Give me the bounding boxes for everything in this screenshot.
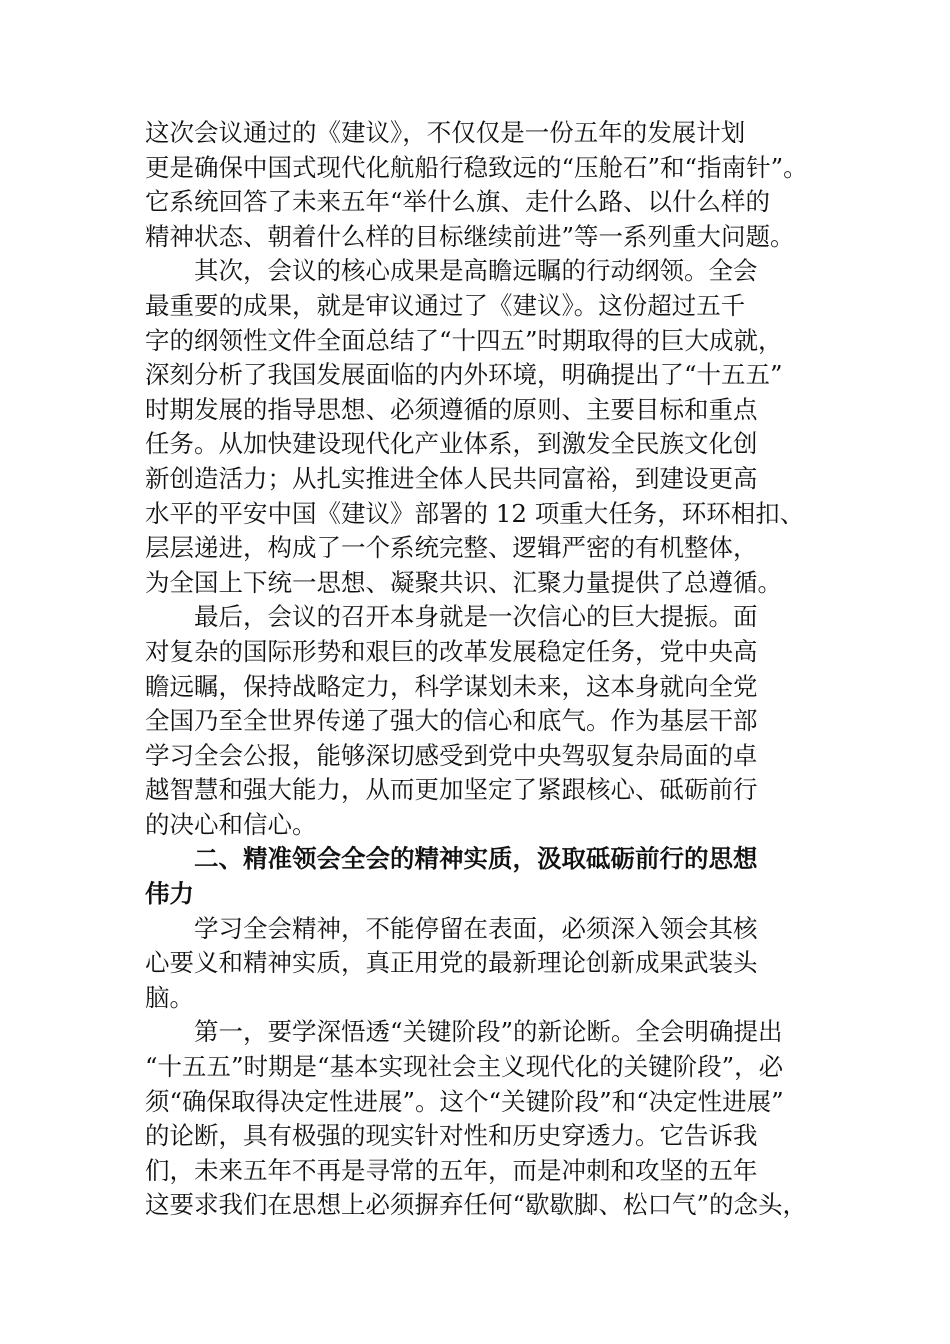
text-line: 脑。 <box>145 982 194 1012</box>
text-line: 须“确保取得决定性进展”。这个“关键阶段”和“决定性进展” <box>145 1086 784 1116</box>
text-line: 更是确保中国式现代化航船行稳致远的“压舱石”和“指南针”。 <box>145 152 808 182</box>
text-line: 学习全会公报，能够深切感受到党中央驾驭复杂局面的卓 <box>145 740 758 770</box>
text-line: 瞻远瞩，保持战略定力，科学谋划未来，这本身就向全党 <box>145 671 758 701</box>
text-line: “十五五”时期是“基本实现社会主义现代化的关键阶段”，必 <box>145 1052 784 1082</box>
text-line: 任务。从加快建设现代化产业体系，到激发全民族文化创 <box>145 429 758 459</box>
text-line: 的论断，具有极强的现实针对性和历史穿透力。它告诉我 <box>145 1121 758 1151</box>
text-line: 它系统回答了未来五年“举什么旗、走什么路、以什么样的 <box>145 187 771 217</box>
section-heading-continued: 伟力 <box>145 879 194 909</box>
paragraph-start-line: 第一，要学深悟透“关键阶段”的新论断。全会明确提出 <box>194 1017 783 1047</box>
text-line: 心要义和精神实质，真正用党的最新理论创新成果武装头 <box>145 948 758 978</box>
paragraph-start-line: 最后，会议的召开本身就是一次信心的巨大提振。面 <box>194 602 758 632</box>
text-line: 对复杂的国际形势和艰巨的改革发展稳定任务，党中央高 <box>145 636 758 666</box>
text-line: 们，未来五年不再是寻常的五年，而是冲刺和攻坚的五年 <box>145 1155 758 1185</box>
text-line: 越智慧和强大能力，从而更加坚定了紧跟核心、砥砺前行 <box>145 775 758 805</box>
text-line: 新创造活力；从扎实推进全体人民共同富裕，到建设更高 <box>145 463 758 493</box>
text-line: 层层递进，构成了一个系统完整、逻辑严密的有机整体， <box>145 533 758 563</box>
text-line: 这要求我们在思想上必须摒弃任何“歇歇脚、松口气”的念头， <box>145 1190 808 1220</box>
text-line: 这次会议通过的《建议》，不仅仅是一份五年的发展计划 <box>145 118 746 147</box>
text-line: 的决心和信心。 <box>145 809 317 839</box>
text-line: 全国乃至全世界传递了强大的信心和底气。作为基层干部 <box>145 706 758 736</box>
text-line: 字的纲领性文件全面总结了“十四五”时期取得的巨大成就， <box>145 325 783 355</box>
text-line: 深刻分析了我国发展面临的内外环境，明确提出了“十五五” <box>145 360 783 390</box>
text-line: 最重要的成果，就是审议通过了《建议》。这份超过五千 <box>145 290 746 320</box>
text-line: 为全国上下统一思想、凝聚共识、汇聚力量提供了总遵循。 <box>145 567 782 597</box>
section-heading: 二、精准领会全会的精神实质，汲取砥砺前行的思想 <box>194 844 758 874</box>
document-body <box>145 116 835 1223</box>
text-line: 精神状态、朝着什么样的目标继续前进”等一系列重大问题。 <box>145 221 795 251</box>
text-line: 水平的平安中国《建议》部署的 12 项重大任务，环环相扣、 <box>145 498 805 528</box>
paragraph-start-line: 其次，会议的核心成果是高瞻远瞩的行动纲领。全会 <box>194 256 758 286</box>
text-line: 时期发展的指导思想、必须遵循的原则、主要目标和重点 <box>145 394 758 424</box>
paragraph-start-line: 学习全会精神，不能停留在表面，必须深入领会其核 <box>194 913 758 943</box>
